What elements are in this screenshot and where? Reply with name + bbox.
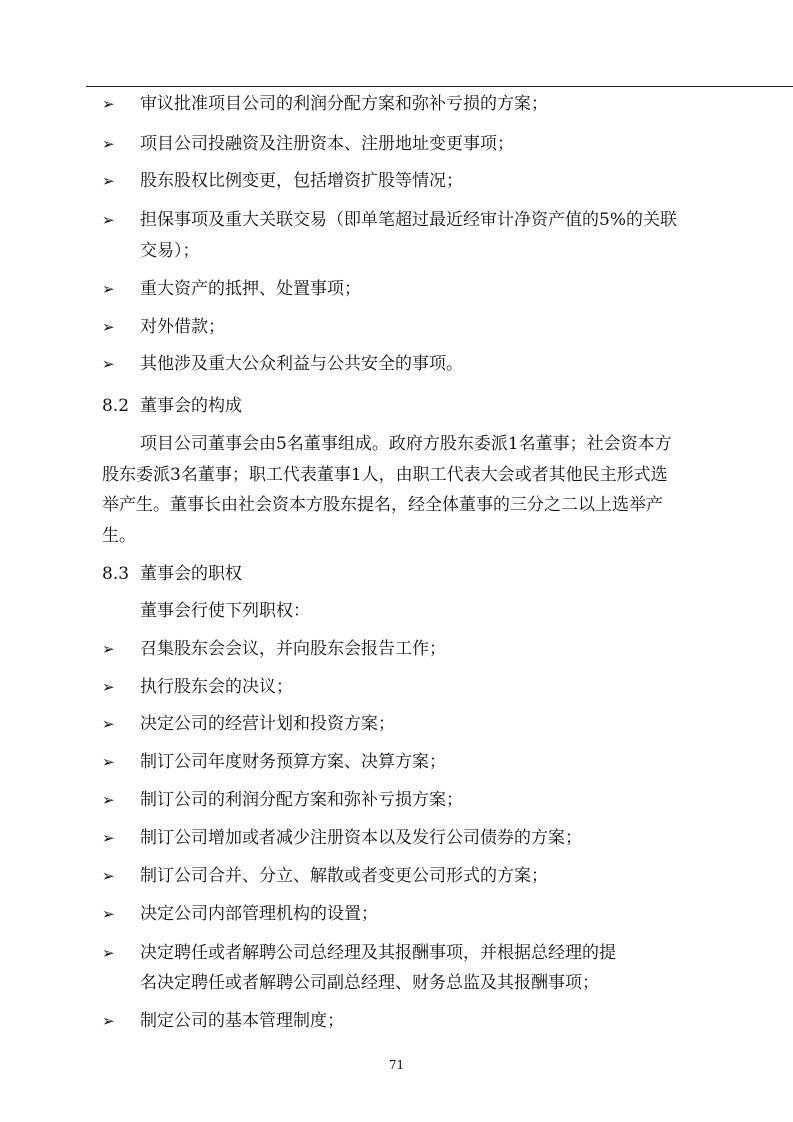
section-number: 8.3 xyxy=(102,564,130,584)
paragraph-line: 举产生。董事长由社会资本方股东提名，经全体董事的三分之二以上选举产 xyxy=(102,495,663,515)
list-item: 制订公司合并、分立、解散或者变更公司形式的方案； xyxy=(140,866,548,886)
paragraph-line: 股东委派3名董事；职工代表董事1人，由职工代表大会或者其他民主形式选 xyxy=(102,465,668,485)
bullet-arrow-icon: ➢ xyxy=(102,640,115,658)
list-item: 决定聘任或者解聘公司总经理及其报酬事项，并根据总经理的提 xyxy=(140,943,616,963)
list-item: 其他涉及重大公众利益与公共安全的事项。 xyxy=(140,354,463,374)
list-item: 决定公司的经营计划和投资方案； xyxy=(140,714,395,734)
bullet-arrow-icon: ➢ xyxy=(102,753,115,771)
list-item: 制订公司增加或者减少注册资本以及发行公司债券的方案； xyxy=(140,828,582,848)
bullet-arrow-icon: ➢ xyxy=(102,172,115,190)
list-item: 执行股东会的决议； xyxy=(140,677,293,697)
bullet-arrow-icon: ➢ xyxy=(102,318,115,336)
list-item: 重大资产的抵押、处置事项； xyxy=(140,279,361,299)
list-item: 制订公司年度财务预算方案、决算方案； xyxy=(140,752,446,772)
header-rule xyxy=(86,86,793,87)
list-item: 制订公司的利润分配方案和弥补亏损方案； xyxy=(140,790,463,810)
list-item: 项目公司投融资及注册资本、注册地址变更事项； xyxy=(140,134,514,154)
bullet-arrow-icon: ➢ xyxy=(102,678,115,696)
bullet-arrow-icon: ➢ xyxy=(102,355,115,373)
bullet-arrow-icon: ➢ xyxy=(102,211,115,229)
bullet-arrow-icon: ➢ xyxy=(102,905,115,923)
section-intro: 董事会行使下列职权： xyxy=(140,601,310,621)
list-item-continuation: 交易）； xyxy=(140,241,200,261)
list-item: 召集股东会会议，并向股东会报告工作； xyxy=(140,639,446,659)
bullet-arrow-icon: ➢ xyxy=(102,1012,115,1030)
paragraph-line: 生。 xyxy=(102,526,136,546)
bullet-arrow-icon: ➢ xyxy=(102,867,115,885)
list-item: 担保事项及重大关联交易（即单笔超过最近经审计净资产值的5%的关联 xyxy=(140,210,677,230)
bullet-arrow-icon: ➢ xyxy=(102,829,115,847)
section-title: 董事会的职权 xyxy=(140,564,242,584)
list-item: 审议批准项目公司的利润分配方案和弥补亏损的方案； xyxy=(140,94,548,114)
list-item: 制定公司的基本管理制度； xyxy=(140,1011,344,1031)
bullet-arrow-icon: ➢ xyxy=(102,280,115,298)
bullet-arrow-icon: ➢ xyxy=(102,791,115,809)
list-item-continuation: 名决定聘任或者解聘公司副总经理、财务总监及其报酬事项； xyxy=(140,973,599,993)
bullet-arrow-icon: ➢ xyxy=(102,944,115,962)
section-number: 8.2 xyxy=(102,396,130,416)
list-item: 股东股权比例变更，包括增资扩股等情况； xyxy=(140,171,463,191)
paragraph-line: 项目公司董事会由5名董事组成。政府方股东委派1名董事；社会资本方 xyxy=(140,434,672,454)
section-title: 董事会的构成 xyxy=(140,396,242,416)
list-item: 决定公司内部管理机构的设置； xyxy=(140,904,378,924)
bullet-arrow-icon: ➢ xyxy=(102,135,115,153)
bullet-arrow-icon: ➢ xyxy=(102,95,115,113)
bullet-arrow-icon: ➢ xyxy=(102,715,115,733)
list-item: 对外借款； xyxy=(140,317,225,337)
page-number: 71 xyxy=(388,1058,405,1072)
